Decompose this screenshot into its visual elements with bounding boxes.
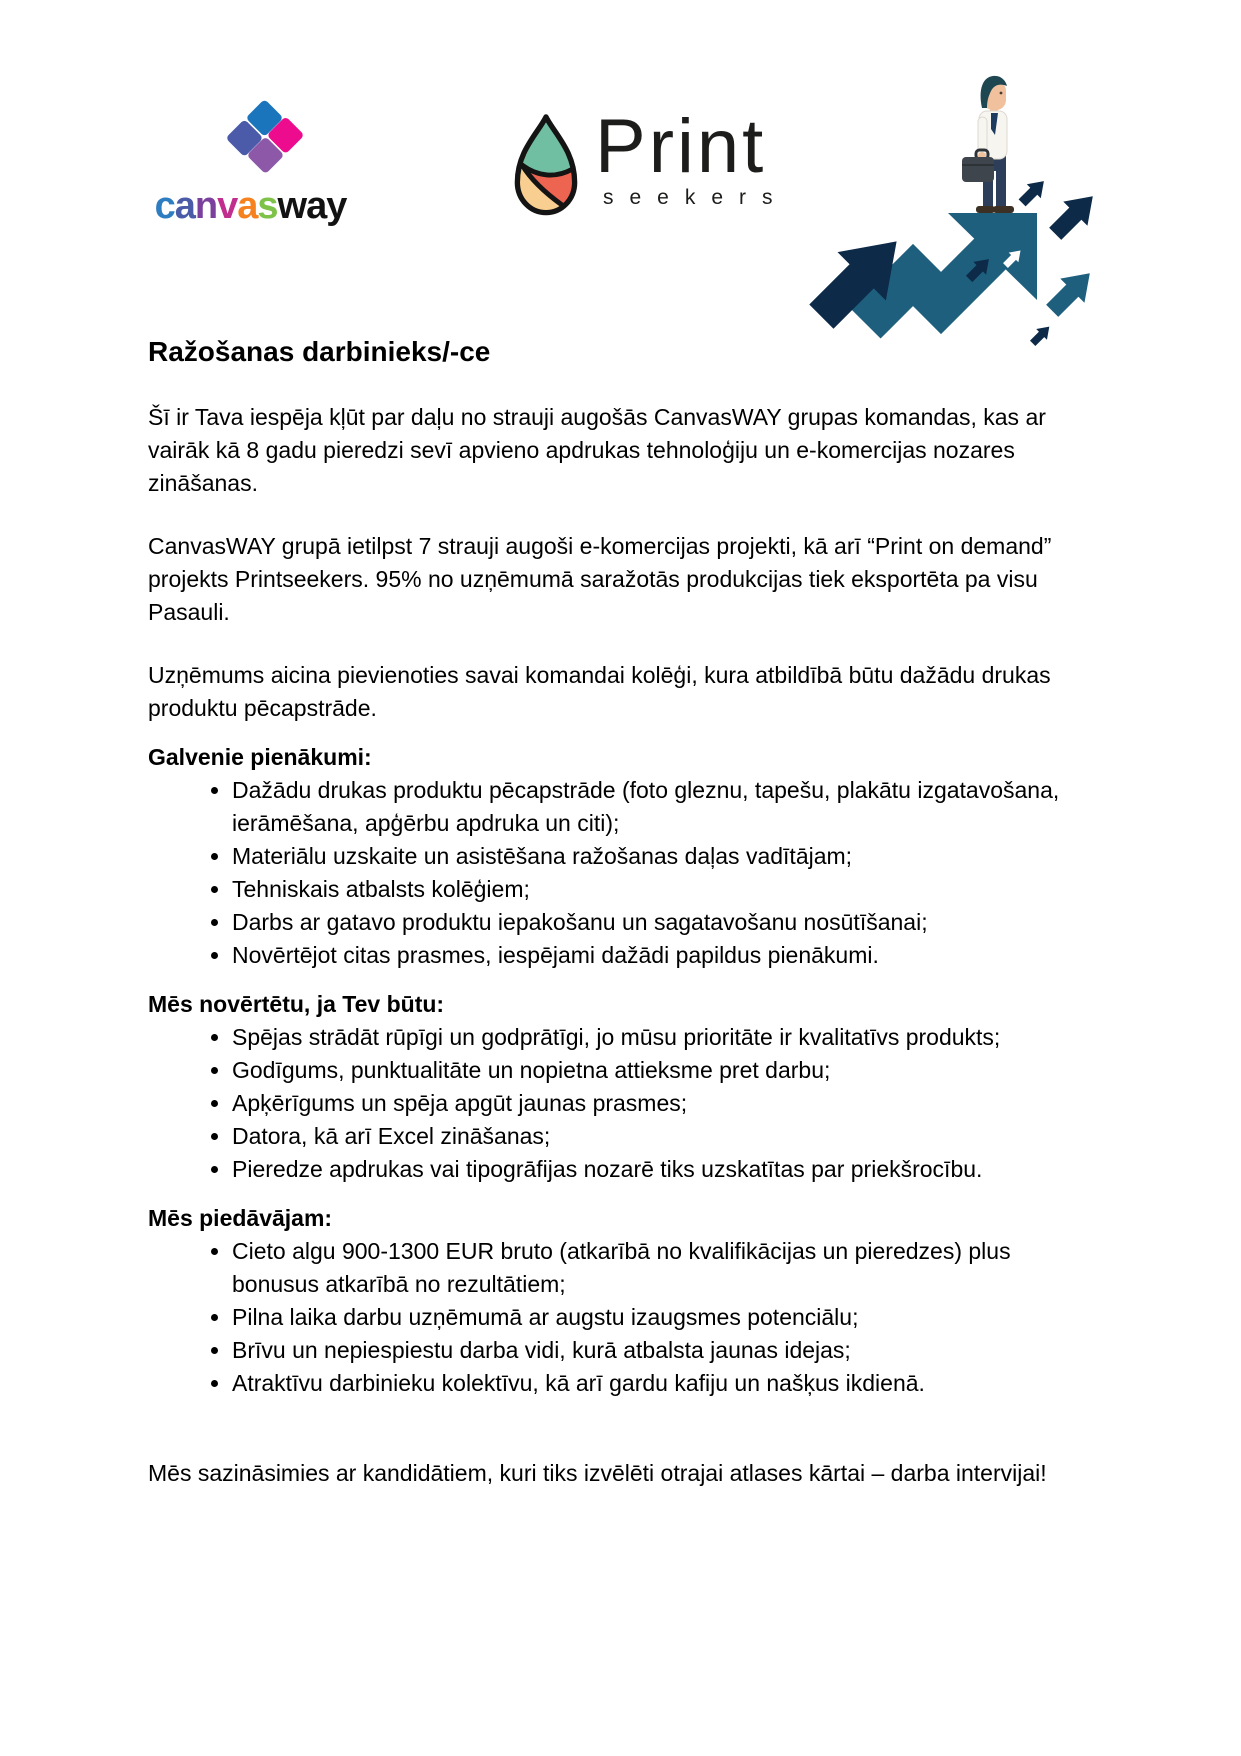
intro-paragraph-2: CanvasWAY grupā ietilpst 7 strauji augoši e-komercijas projekti, kā arī “Print on demand” projekts Printseekers. 95% no uzņēmumā saražotās produkcijas tiek eksportēta pa visu Pasauli. xyxy=(148,533,1052,625)
list-item: • Datora, kā arī Excel zināšanas; xyxy=(232,1120,1093,1153)
right-teal-arrow-icon xyxy=(1040,261,1102,323)
growth-arrows-illustration xyxy=(795,55,1135,355)
duties-list xyxy=(148,774,1093,972)
businessman-figure xyxy=(962,76,1014,213)
list-item: • Dažādu drukas produktu pēcapstrāde (foto gleznu, tapešu, plakātu izgatavošana, ierāmēšana, apģērbu apdruka un citi); xyxy=(232,774,1093,840)
canvasway-wordmark: canvasway xyxy=(154,185,347,227)
list-item: • Godīgums, punktualitāte un nopietna attieksme pret darbu; xyxy=(232,1054,1093,1087)
canvasway-diamonds-icon xyxy=(210,95,320,183)
list-item: • Apķērīgums un spēja apgūt jaunas prasmes; xyxy=(232,1087,1093,1120)
canvasway-logo xyxy=(148,95,353,225)
requirements-list xyxy=(148,1021,1093,1186)
list-item: • Spējas strādāt rūpīgi un godprātīgi, jo mūsu prioritāte ir kvalitatīvs produkts; xyxy=(232,1021,1093,1054)
document-body xyxy=(148,333,1093,1498)
list-item: • Brīvu un nepiespiestu darba vidi, kurā atbalsta jaunas idejas; xyxy=(232,1334,1093,1367)
section-heading-duties: Galvenie pienākumi: xyxy=(148,744,372,770)
list-item: • Cieto algu 900-1300 EUR bruto (atkarībā no kvalifikācijas un pieredzes) plus bonusus atkarībā no rezultātiem; xyxy=(232,1235,1093,1301)
printseekers-title: Print xyxy=(595,104,767,189)
intro-paragraph-1: Šī ir Tava iespēja kļūt par daļu no strauji augošās CanvasWAY grupas komandas, kas ar vairāk kā 8 gadu pieredzi sevī apvieno apdrukas tehnoloģiju un e-komercijas nozares zināšanas. xyxy=(148,404,1046,496)
offer-list xyxy=(148,1235,1093,1400)
printseekers-drop-icon xyxy=(505,112,587,220)
printseekers-logo xyxy=(505,104,789,220)
upper-right-navy-arrow-icon xyxy=(1043,184,1105,246)
top-navy-arrow-icon xyxy=(1015,174,1051,210)
section-heading-requirements: Mēs novērtētu, ja Tev būtu: xyxy=(148,991,445,1017)
section-heading-offer: Mēs piedāvājam: xyxy=(148,1205,333,1231)
intro-paragraph-3: Uzņēmums aicina pievienoties savai komandai kolēģi, kura atbildībā būtu dažādu drukas produktu pēcapstrāde. xyxy=(148,662,1051,721)
printseekers-wordmark xyxy=(595,104,789,210)
list-item: • Darbs ar gatavo produktu iepakošanu un sagatavošanu nosūtīšanai; xyxy=(232,906,1093,939)
list-item: • Materiālu uzskaite un asistēšana ražošanas daļas vadītājam; xyxy=(232,840,1093,873)
list-item: • Atraktīvu darbinieku kolektīvu, kā arī gardu kafiju un našķus ikdienā. xyxy=(232,1367,1093,1400)
printseekers-subtitle: seekers xyxy=(603,185,789,209)
list-item: • Novērtējot citas prasmes, iespējami dažādi papildus pienākumi. xyxy=(232,939,1093,972)
list-item: • Pieredze apdrukas vai tipogrāfijas nozarē tiks uzskatītas par priekšrocību. xyxy=(232,1153,1093,1186)
closing-paragraph: Mēs sazināsimies ar kandidātiem, kuri tiks izvēlēti otrajai atlases kārtai – darba intervijai! xyxy=(148,1460,1047,1486)
list-item: • Pilna laika darbu uzņēmumā ar augstu izaugsmes potenciālu; xyxy=(232,1301,1093,1334)
page-title: Ražošanas darbinieks/-ce xyxy=(148,336,491,367)
list-item: • Tehniskais atbalsts kolēģiem; xyxy=(232,873,1093,906)
